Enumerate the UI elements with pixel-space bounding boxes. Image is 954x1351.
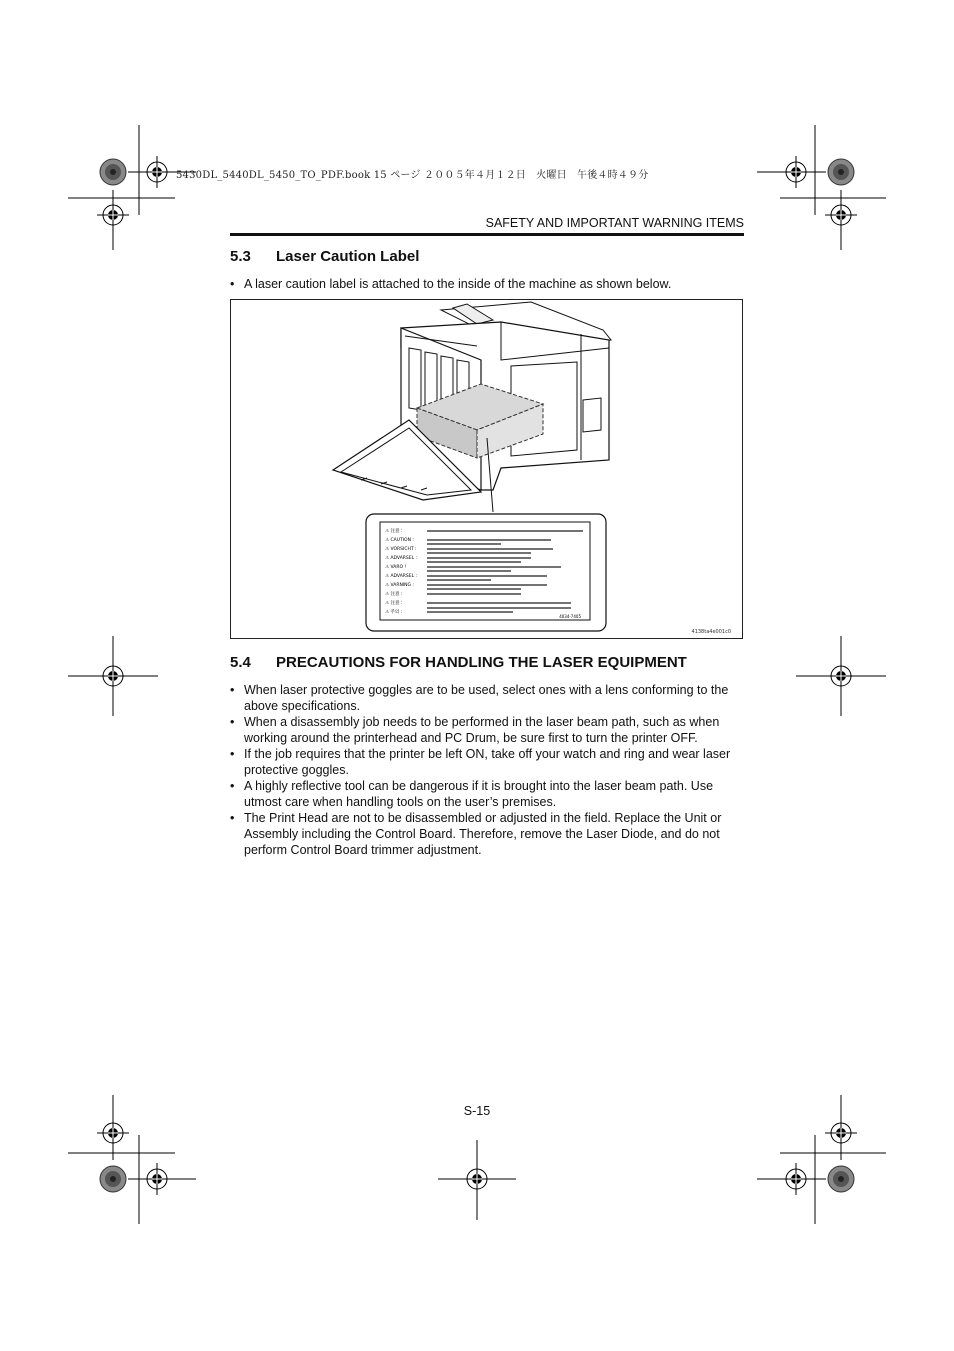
svg-text:⚠ 注意 :: ⚠ 注意 :: [385, 529, 403, 534]
label-code: 4034-7405: [559, 614, 581, 619]
section-5-4-bullets: [230, 682, 744, 858]
list-item: • A laser caution label is attached to the inside of the machine as shown below.: [230, 277, 672, 291]
figure-code: 4138ta4e001c0: [691, 629, 731, 635]
svg-text:⚠ VARO !: ⚠ VARO !: [385, 565, 407, 570]
svg-text:⚠ VORSICHT :: ⚠ VORSICHT :: [385, 547, 417, 552]
figure-laser-label: [230, 299, 743, 639]
section-5-4-heading: [230, 654, 687, 672]
print-slug: 5430DL_5440DL_5450_TO_PDF.book 15 ページ ２００５年４月１２日 火曜日 午後４時４９分: [176, 170, 649, 181]
header-rule: [230, 233, 744, 236]
printer-illustration: [231, 300, 742, 638]
section-title: PRECAUTIONS FOR HANDLING THE LASER EQUIPMENT: [276, 654, 687, 671]
svg-text:⚠ 注意 :: ⚠ 注意 :: [385, 592, 403, 597]
svg-text:⚠ CAUTION :: ⚠ CAUTION :: [385, 538, 414, 543]
page-number: S-15: [463, 1104, 491, 1118]
svg-text:⚠ VARNING :: ⚠ VARNING :: [385, 583, 414, 588]
svg-text:⚠ ADVARSEL :: ⚠ ADVARSEL :: [385, 556, 418, 561]
list-item: • When a disassembly job needs to be performed in the laser beam path, such as when working around the printerhead and PC Drum, be sure first to turn the printer OFF.: [230, 715, 720, 745]
section-5-3-bullets: [230, 276, 744, 292]
section-number: 5.4: [230, 654, 251, 671]
svg-text:⚠ 주의 :: ⚠ 주의 :: [385, 610, 403, 615]
list-item: • When laser protective goggles are to be used, select ones with a lens conforming to the above specifications.: [230, 683, 729, 713]
section-title: Laser Caution Label: [276, 248, 420, 265]
svg-text:⚠ ADVARSEL :: ⚠ ADVARSEL :: [385, 574, 418, 579]
list-item: • A highly reflective tool can be dangerous if it is brought into the laser beam path. Use utmost care when handling tools on the user’s premises.: [230, 779, 714, 809]
svg-text:⚠ 注意 :: ⚠ 注意 :: [385, 601, 403, 606]
list-item: • If the job requires that the printer be left ON, take off your watch and ring and wear laser protective goggles.: [230, 747, 731, 777]
section-5-3-heading: [230, 248, 420, 266]
running-header: SAFETY AND IMPORTANT WARNING ITEMS: [485, 216, 744, 230]
section-number: 5.3: [230, 248, 251, 265]
list-item: • The Print Head are not to be disassembled or adjusted in the field. Replace the Unit or Assembly including the Control Board. Therefore, remove the Laser Diode, and do not perform Control Board trimmer adjustment.: [230, 811, 722, 857]
